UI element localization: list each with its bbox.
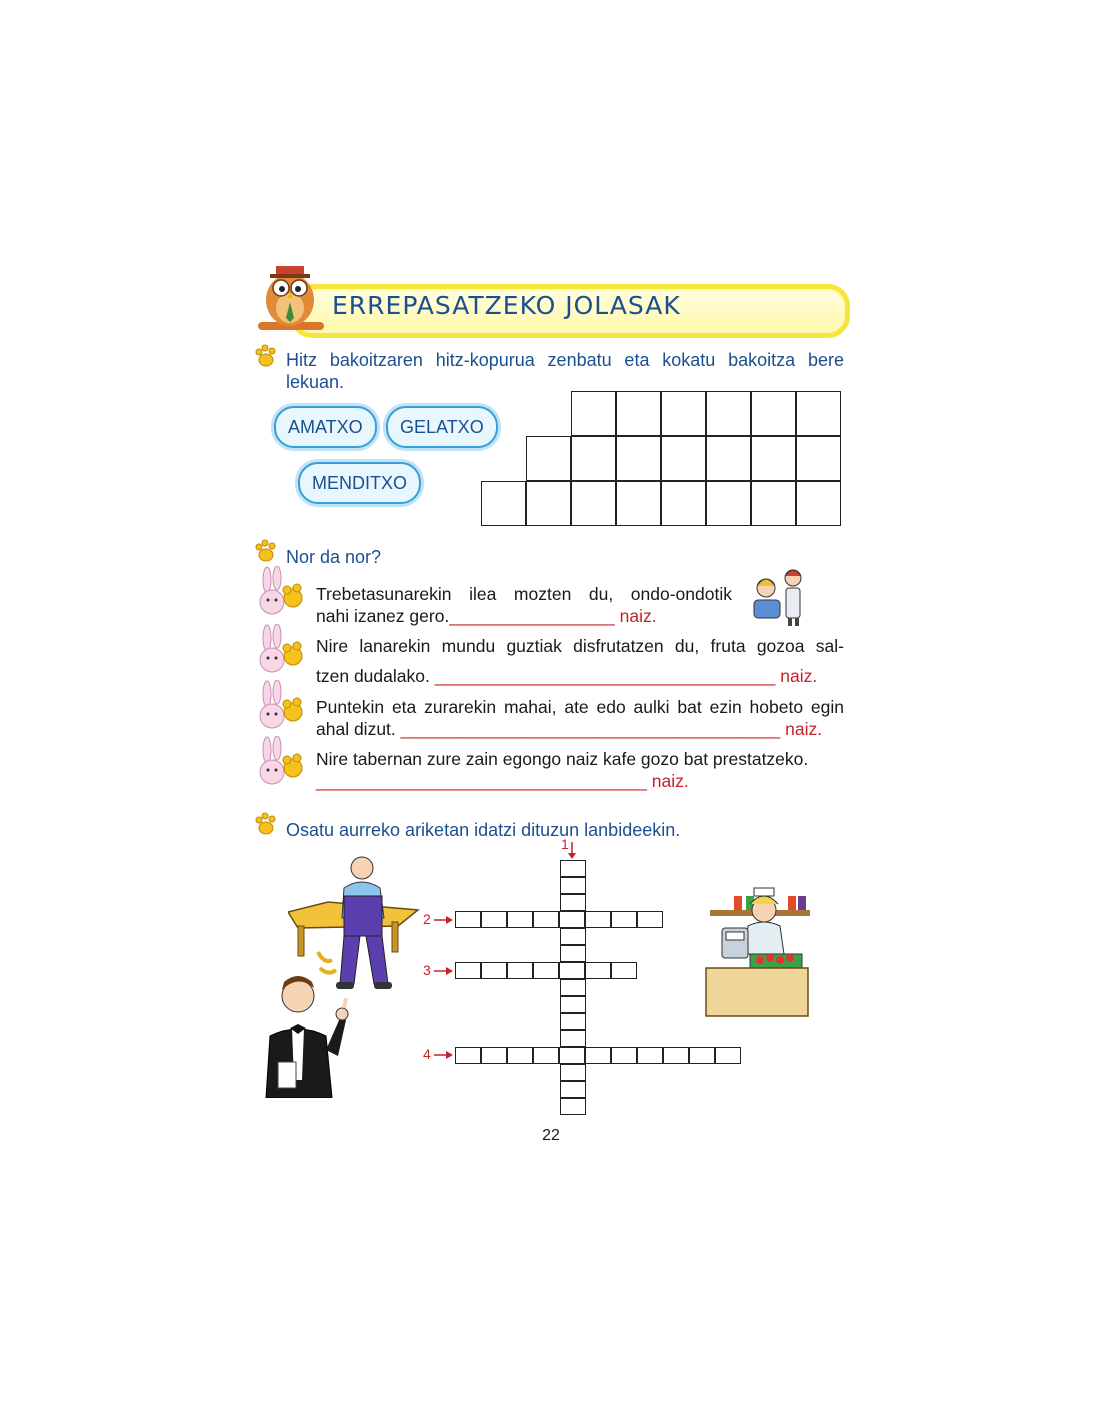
answer-blank[interactable]: _______________________________________ — [400, 719, 781, 739]
crossword-cell[interactable] — [560, 1030, 586, 1047]
page-title: ERREPASATZEKO JOLASAK — [332, 291, 681, 320]
word-cloud-gelatxo: GELATXO — [386, 406, 498, 448]
grid-cell[interactable] — [571, 481, 616, 526]
grid-cell[interactable] — [706, 391, 751, 436]
crossword-cell[interactable] — [507, 1047, 533, 1064]
crossword-cell[interactable] — [481, 1047, 507, 1064]
crossword-cell[interactable] — [611, 962, 637, 979]
crossword-cell[interactable] — [560, 1081, 586, 1098]
answer-blank[interactable]: ___________________________________ — [434, 666, 776, 686]
crossword-cell[interactable] — [715, 1047, 741, 1064]
paw-bullet-icon — [255, 812, 277, 836]
grid-cell[interactable] — [481, 481, 526, 526]
crossword-cell[interactable] — [559, 1047, 585, 1064]
riddle-2-line-1: Nire lanarekin mundu guztiak disfrutatzen du, fruta gozoa sal- — [316, 636, 844, 656]
clue-number-1: 1 — [561, 836, 569, 852]
crossword-cell[interactable] — [507, 911, 533, 928]
word-cloud-menditxo: MENDITXO — [298, 462, 421, 504]
paw-bullet-icon — [255, 539, 277, 563]
down-arrow-icon — [566, 842, 578, 860]
crossword-cell[interactable] — [560, 1064, 586, 1081]
crossword-cell[interactable] — [560, 996, 586, 1013]
right-arrow-icon — [434, 1049, 454, 1061]
answer-blank[interactable]: _________________ — [449, 606, 615, 626]
crossword-cell[interactable] — [533, 1047, 559, 1064]
crossword-cell[interactable] — [559, 962, 585, 979]
page-number: 22 — [542, 1127, 560, 1144]
bunny-bullet-icon — [255, 680, 303, 738]
grid-cell[interactable] — [571, 436, 616, 481]
grid-cell[interactable] — [796, 391, 841, 436]
crossword-cell[interactable] — [585, 911, 611, 928]
grid-cell[interactable] — [751, 436, 796, 481]
crossword-cell[interactable] — [533, 962, 559, 979]
crossword-cell[interactable] — [637, 911, 663, 928]
crossword-cell[interactable] — [560, 877, 586, 894]
grid-cell[interactable] — [796, 436, 841, 481]
crossword-cell[interactable] — [611, 1047, 637, 1064]
crossword-cell[interactable] — [507, 962, 533, 979]
grid-cell[interactable] — [661, 436, 706, 481]
word-cloud-amatxo: AMATXO — [274, 406, 377, 448]
crossword-cell[interactable] — [455, 962, 481, 979]
crossword-cell[interactable] — [560, 979, 586, 996]
crossword-cell[interactable] — [637, 1047, 663, 1064]
crossword-cell[interactable] — [560, 945, 586, 962]
grid-cell[interactable] — [661, 481, 706, 526]
section-title-nor-da-nor: Nor da nor? — [286, 547, 382, 567]
crossword-cell[interactable] — [560, 1013, 586, 1030]
grid-cell[interactable] — [661, 391, 706, 436]
hairdresser-illustration — [740, 562, 814, 628]
owl-mascot-icon — [252, 258, 328, 336]
grid-cell[interactable] — [796, 481, 841, 526]
grid-cell[interactable] — [751, 391, 796, 436]
right-arrow-icon — [434, 965, 454, 977]
waiter-illustration — [262, 970, 352, 1098]
clue-number-3: 3 — [423, 962, 431, 978]
grid-cell[interactable] — [526, 436, 571, 481]
grid-cell[interactable] — [751, 481, 796, 526]
instruction-3: Osatu aurreko ariketan idatzi dituzun lanbideekin. — [286, 820, 681, 840]
grid-cell[interactable] — [706, 436, 751, 481]
crossword-cell[interactable] — [560, 928, 586, 945]
clue-number-2: 2 — [423, 911, 431, 927]
grid-cell[interactable] — [526, 481, 571, 526]
answer-blank[interactable]: __________________________________ — [316, 771, 647, 791]
riddle-3-line-2: ahal dizut. _______________________________________ naiz. — [316, 719, 823, 739]
paw-bullet-icon — [255, 344, 277, 368]
crossword-cell[interactable] — [611, 911, 637, 928]
instruction-1: Hitz bakoitzaren hitz-kopurua zenbatu eta kokatu bakoitza bere lekuan. — [286, 350, 844, 392]
crossword-cell[interactable] — [455, 911, 481, 928]
bunny-bullet-icon — [255, 624, 303, 682]
crossword-cell[interactable] — [559, 911, 585, 928]
bunny-bullet-icon — [255, 566, 303, 624]
riddle-1-line-1: Trebetasunarekin ilea mozten du, ondo-ondotik — [316, 584, 732, 604]
crossword-cell[interactable] — [689, 1047, 715, 1064]
riddle-3-line-1: Puntekin eta zurarekin mahai, ate edo aulki bat ezin hobeto egin — [316, 697, 844, 717]
bunny-bullet-icon — [255, 736, 303, 794]
grid-cell[interactable] — [616, 391, 661, 436]
riddle-2-line-2: tzen dudalako. ___________________________________ naiz. — [316, 666, 818, 686]
riddle-4-line-1: Nire tabernan zure zain egongo naiz kafe gozo bat prestatzeko. — [316, 749, 809, 769]
fruit-seller-illustration — [704, 884, 814, 1026]
crossword-cell[interactable] — [585, 1047, 611, 1064]
right-arrow-icon — [434, 914, 454, 926]
crossword-cell[interactable] — [585, 962, 611, 979]
grid-cell[interactable] — [616, 436, 661, 481]
crossword-cell[interactable] — [560, 1098, 586, 1115]
riddle-4-line-2: __________________________________ naiz. — [316, 771, 689, 791]
crossword-cell[interactable] — [560, 860, 586, 877]
crossword-cell[interactable] — [455, 1047, 481, 1064]
riddle-1-line-2: nahi izanez gero._________________ naiz. — [316, 606, 657, 626]
crossword-cell[interactable] — [481, 962, 507, 979]
crossword-cell[interactable] — [533, 911, 559, 928]
clue-number-4: 4 — [423, 1046, 431, 1062]
grid-cell[interactable] — [616, 481, 661, 526]
crossword-cell[interactable] — [663, 1047, 689, 1064]
crossword-cell[interactable] — [481, 911, 507, 928]
grid-cell[interactable] — [706, 481, 751, 526]
crossword-cell[interactable] — [560, 894, 586, 911]
grid-cell[interactable] — [571, 391, 616, 436]
